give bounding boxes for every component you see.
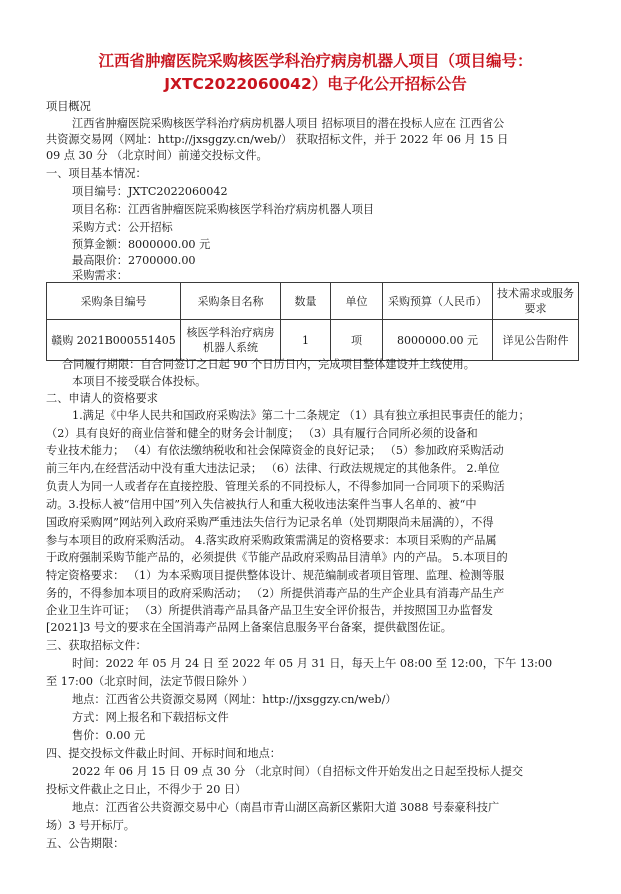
deadline-time-cont: 投标文件截止之日止，不得少于 20 日）: [46, 783, 247, 796]
field-requirements-label: 采购需求：: [72, 269, 128, 282]
section2-heading: 二、申请人的资格要求: [46, 392, 158, 405]
qualification-line: 动。3.投标人被“信用中国”列入失信被执行人和重大税收违法案件当事人名单的、被“中: [46, 498, 477, 511]
qualification-line: 国政府采购网”网站列入政府采购严重违法失信行为记录名单（处罚期限尚未届满的），不得: [46, 516, 494, 529]
table-header: 采购预算（人民币）: [383, 283, 493, 320]
obtain-place: 地点：江西省公共资源交易网（网址：http://jxsggzy.cn/web/）: [72, 693, 397, 706]
field-project-number: 项目编号：JXTC2022060042: [72, 185, 228, 198]
deadline-time: 2022 年 06 月 15 日 09 点 30 分 （北京时间）（自招标文件开始发出之日起至投标人提交: [72, 765, 524, 778]
overview-line-2: 共资源交易网（网址：http://jxsggzy.cn/web/） 获取招标文件，并于 2022 年 06 月 15 日: [46, 133, 509, 146]
table-header: 单位: [331, 283, 383, 320]
deadline-place: 地点：江西省公共资源交易中心（南昌市青山湖区高新区紫阳大道 3088 号泰豪科技广: [72, 801, 500, 814]
requirements-table: [46, 282, 579, 361]
obtain-time-cont: 至 17:00（北京时间，法定节假日除外 ）: [46, 675, 254, 688]
qualification-line: （2）具有良好的商业信誉和健全的财务会计制度； （3）具有履行合同所必须的设备和: [46, 427, 478, 440]
field-procurement-method: 采购方式：公开招标: [72, 221, 173, 234]
qualification-line: 特定资格要求： （1）为本采购项目提供整体设计、规范编制或者项目管理、监理、检测等服: [46, 569, 505, 582]
table-header: 采购条目编号: [47, 283, 181, 320]
qualification-line: 于政府强制采购节能产品的，必须提供《节能产品政府采购品目清单》内的产品。 5.本项目的: [46, 551, 508, 564]
qualification-line: 企业卫生许可证； （3）所提供消毒产品具备产品卫生安全评价报告，并按照国卫办监督发: [46, 604, 493, 617]
section3-heading: 三、获取招标文件：: [46, 639, 147, 652]
section4-heading: 四、提交投标文件截止时间、开标时间和地点：: [46, 747, 281, 760]
section5-heading: 五、公告期限：: [46, 837, 125, 850]
section1-heading: 一、项目基本情况：: [46, 167, 147, 180]
table-cell: 项: [331, 320, 383, 361]
field-price-cap: 最高限价：2700000.00: [72, 254, 196, 267]
obtain-method: 方式：网上报名和下载招标文件: [72, 711, 229, 724]
table-cell: 8000000.00 元: [383, 320, 493, 361]
table-cell: 赣购 2021B000551405: [47, 320, 181, 361]
contract-period: 合同履行期限：自合同签订之日起 90 个日历日内，完成项目整体建设并上线使用。: [62, 358, 475, 371]
table-header: 采购条目名称: [181, 283, 281, 320]
table-row: [47, 320, 579, 361]
table-cell: 核医学科治疗病房机器人系统: [181, 320, 281, 361]
field-project-name: 项目名称：江西省肿瘤医院采购核医学科治疗病房机器人项目: [72, 203, 375, 216]
overview-line-3: 09 点 30 分 （北京时间）前递交投标文件。: [46, 149, 268, 162]
qualification-line: [2021]3 号文的要求在全国消毒产品网上备案信息服务平台备案，提供截图佐证。: [46, 621, 452, 634]
field-budget: 预算金额：8000000.00 元: [72, 238, 211, 251]
title-line-1: 江西省肿瘤医院采购核医学科治疗病房机器人项目（项目编号：: [98, 52, 533, 70]
qualification-line: 负责人为同一人或者存在直接控股、管理关系的不同投标人，不得参加同一合同项下的采购活: [46, 480, 505, 493]
deadline-place-cont: 场）3 号开标厅。: [46, 819, 135, 832]
table-header-row: [47, 283, 579, 320]
qualification-line: 前三年内,在经营活动中没有重大违法记录； （6）法律、行政法规规定的其他条件。 2.单位: [46, 462, 500, 475]
table-cell: 1: [281, 320, 331, 361]
qualification-line: 专业技术能力； （4）有依法缴纳税收和社会保障资金的良好记录； （5）参加政府采购活动: [46, 444, 504, 457]
table-header: 技术需求或服务要求: [493, 283, 579, 320]
consortium-note: 本项目不接受联合体投标。: [72, 375, 207, 388]
obtain-time: 时间：2022 年 05 月 24 日 至 2022 年 05 月 31 日，每天上午 08:00 至 12:00，下午 13:00: [72, 657, 553, 670]
table-header: 数量: [281, 283, 331, 320]
overview-line-1: 江西省肿瘤医院采购核医学科治疗病房机器人项目 招标项目的潜在投标人应在 江西省公: [72, 117, 505, 130]
qualification-line: 1.满足《中华人民共和国政府采购法》第二十二条规定 （1）具有独立承担民事责任的能力；: [72, 409, 530, 422]
title-line-2: JXTC2022060042）电子化公开招标公告: [164, 75, 467, 93]
obtain-price: 售价：0.00 元: [72, 729, 146, 742]
overview-heading: 项目概况: [46, 100, 91, 113]
qualification-line: 务的，不得参加本项目的政府采购活动； （2）所提供消毒产品的生产企业具有消毒产品生产: [46, 587, 505, 600]
qualification-line: 参与本项目的政府采购活动。 4.落实政府采购政策需满足的资格要求：本项目采购的产品属: [46, 534, 497, 547]
table-cell: 详见公告附件: [493, 320, 579, 361]
